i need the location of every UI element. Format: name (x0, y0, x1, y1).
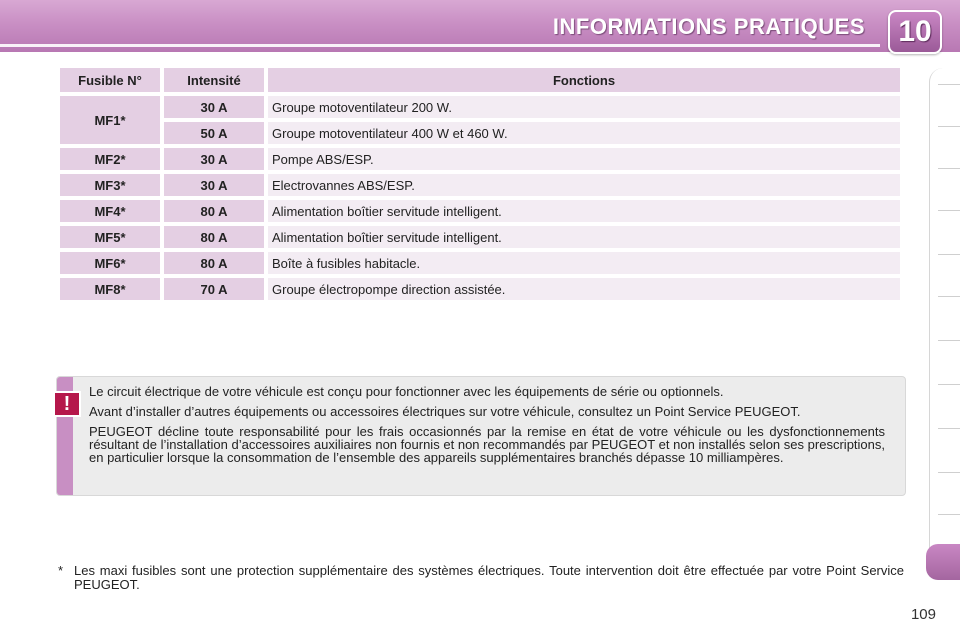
footnote-mark: * (58, 563, 64, 578)
column-header-intensity: Intensité (164, 68, 264, 92)
chapter-tab[interactable] (938, 514, 960, 515)
warning-box (56, 376, 906, 496)
chapter-tab[interactable] (938, 254, 960, 255)
table-row (60, 252, 900, 274)
chapter-tab-strip (929, 68, 960, 574)
table-row (60, 174, 900, 196)
fuse-cell: MF2* (60, 148, 160, 170)
intensity-cell: 30 A (164, 148, 264, 170)
column-header-functions: Fonctions (268, 68, 900, 92)
chapter-tab[interactable] (938, 296, 960, 297)
table-row (60, 226, 900, 248)
fuse-table (56, 64, 904, 304)
table-row (60, 200, 900, 222)
chapter-tab[interactable] (938, 384, 960, 385)
table-header-row (60, 68, 900, 92)
chapter-badge: 10 (888, 10, 942, 54)
table-row (60, 148, 900, 170)
chapter-tab-active[interactable] (926, 544, 960, 580)
function-cell: Alimentation boîtier servitude intelligent. (268, 200, 900, 222)
intensity-cell: 50 A (164, 122, 264, 144)
chapter-tab[interactable] (938, 428, 960, 429)
page-number: 109 (910, 606, 936, 623)
intensity-cell: 80 A (164, 200, 264, 222)
intensity-cell: 30 A (164, 174, 264, 196)
column-header-fuse: Fusible N° (60, 68, 160, 92)
intensity-cell: 80 A (164, 252, 264, 274)
fuse-cell: MF3* (60, 174, 160, 196)
table-row (60, 122, 900, 144)
fuse-cell: MF6* (60, 252, 160, 274)
header-band (0, 0, 960, 52)
function-cell: Boîte à fusibles habitacle. (268, 252, 900, 274)
function-cell: Alimentation boîtier servitude intelligent. (268, 226, 900, 248)
intensity-cell: 70 A (164, 278, 264, 300)
warning-paragraph: Avant d’installer d’autres équipements ou accessoires électriques sur votre véhicule, consultez un Point Service PEUGEOT. (89, 404, 801, 419)
table-row (60, 96, 900, 118)
warning-paragraph: PEUGEOT décline toute responsabilité pour les frais occasionnés par la remise en état de votre véhicule ou les dysfonctionnements résultant de l’installation d’accessoires auxiliaires non fournis et non recommandés par PEUGEOT et non installés selon ses prescriptions, en particulier lorsque la consommation de l’ensemble des appareils supplémentaires branchés dépasse 10 milliampères. (89, 424, 885, 465)
fuse-cell: MF4* (60, 200, 160, 222)
fuse-cell: MF5* (60, 226, 160, 248)
fuse-cell: MF1* (60, 96, 160, 144)
function-cell: Pompe ABS/ESP. (268, 148, 900, 170)
table-row (60, 278, 900, 300)
header-divider (0, 44, 880, 47)
function-cell: Electrovannes ABS/ESP. (268, 174, 900, 196)
page-title: INFORMATIONS PRATIQUES (552, 14, 865, 39)
warning-paragraph: Le circuit électrique de votre véhicule est conçu pour fonctionner avec les équipements de série ou optionnels. (89, 384, 724, 399)
chapter-tab[interactable] (938, 210, 960, 211)
chapter-tab[interactable] (938, 340, 960, 341)
intensity-cell: 30 A (164, 96, 264, 118)
fuse-cell: MF8* (60, 278, 160, 300)
function-cell: Groupe motoventilateur 200 W. (268, 96, 900, 118)
footnote (58, 564, 904, 592)
function-cell: Groupe électropompe direction assistée. (268, 278, 900, 300)
chapter-tab[interactable] (938, 84, 960, 85)
chapter-tab[interactable] (938, 168, 960, 169)
intensity-cell: 80 A (164, 226, 264, 248)
warning-icon: ! (53, 391, 81, 417)
chapter-tab[interactable] (938, 126, 960, 127)
footnote-text: Les maxi fusibles sont une protection supplémentaire des systèmes électriques. Toute intervention doit être effectuée par votre Point Service PEUGEOT. (74, 563, 904, 592)
function-cell: Groupe motoventilateur 400 W et 460 W. (268, 122, 900, 144)
chapter-tab[interactable] (938, 472, 960, 473)
warning-text (89, 385, 885, 471)
